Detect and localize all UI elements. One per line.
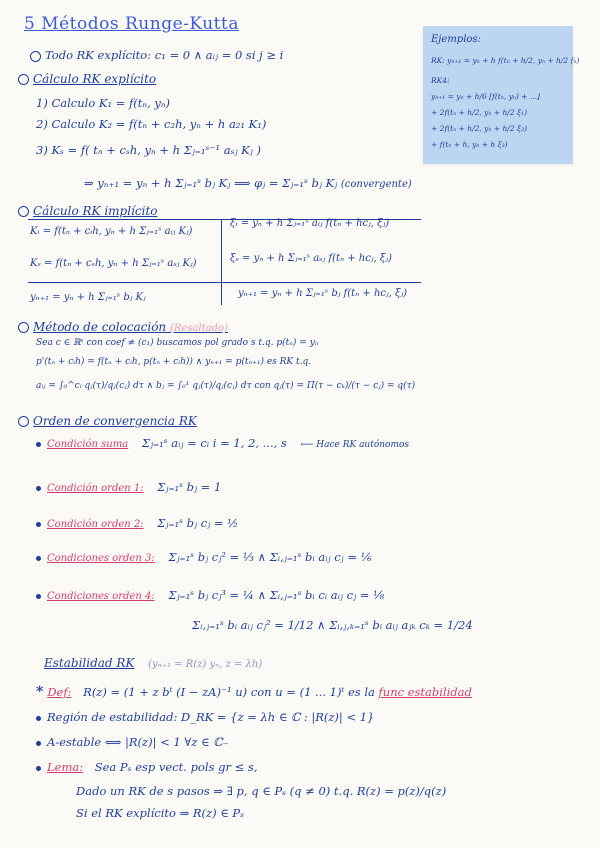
explicit-heading: Cálculo RK explícito: [18, 72, 156, 86]
orden-3-label: Condiciones orden 3:: [47, 553, 155, 564]
orden-2-eq: Σⱼ₌₁ˢ bⱼ cⱼ = ½: [157, 516, 239, 530]
bullet-circle-icon: [30, 51, 41, 62]
bullet-dot-icon: [36, 522, 41, 527]
note-line-4: + 2f(tₙ + h/2, yₙ + h/2 ξ₁): [431, 108, 528, 117]
orden-1-eq: Σⱼ₌₁ˢ bⱼ = 1: [157, 480, 222, 494]
bullet-dot-icon: [36, 594, 41, 599]
orden-suma-note: ⟵ Hace RK autónomos: [300, 440, 410, 450]
orden-3-eq: Σⱼ₌₁ˢ bⱼ cⱼ² = ⅓ ∧ Σᵢ,ⱼ₌₁ˢ bᵢ aᵢⱼ cⱼ = ⅙: [168, 550, 372, 564]
colocacion-tag: (Resaltado): [169, 323, 228, 334]
orden-2: [36, 516, 238, 530]
orden-2-label: Condición orden 2:: [47, 519, 144, 530]
bullet-dot-icon: [36, 716, 41, 721]
explicit-step-2: 2) Calculo K₂ = f(tₙ + c₂h, yₙ + h a₂₁ K₁): [36, 117, 267, 131]
orden-suma: [36, 436, 409, 450]
bullet-circle-icon: [18, 206, 29, 217]
orden-1: [36, 480, 221, 494]
estabilidad-lema-1: Sea Pₛ esp vect. pols gr ≤ s,: [94, 760, 258, 774]
implicit-table-mid-rule: [28, 282, 421, 283]
orden-suma-eq: Σⱼ₌₁ˢ aᵢⱼ = cᵢ i = 1, 2, ..., s: [141, 436, 287, 450]
bullet-dot-icon: [36, 741, 41, 746]
implicit-ks: Kₛ = f(tₙ + cₛh, yₙ + h Σⱼ₌₁ˢ aₛⱼ Kⱼ): [30, 258, 197, 269]
estabilidad-aestable: A-estable ⟺ |R(z)| < 1 ∀z ∈ ℂ₋: [36, 735, 228, 749]
bullet-dot-icon: [36, 556, 41, 561]
bullet-circle-icon: [18, 74, 29, 85]
note-title: Ejemplos:: [431, 34, 481, 45]
bullet-dot-icon: [36, 766, 41, 771]
bullet-dot-icon: [36, 442, 41, 447]
orden-4-eq-1: Σⱼ₌₁ˢ bⱼ cⱼ³ = ¼ ∧ Σᵢ,ⱼ₌₁ˢ bᵢ cᵢ aᵢⱼ cⱼ = ⅛: [168, 588, 385, 602]
note-line-6: + f(tₙ + h, yₙ + h ξ₃): [431, 140, 508, 149]
estabilidad-lema-2: Dado un RK de s pasos ⇒ ∃ p, q ∈ Pₛ (q ≠ 0) t.q. R(z) = p(z)/q(z): [76, 784, 447, 798]
explicit-step-3: 3) Kₛ = f( tₙ + cₛh, yₙ + h Σⱼ₌₁ˢ⁻¹ aₛⱼ Kⱼ ): [36, 143, 261, 157]
colocacion-heading: Método de colocación (Resaltado): [18, 320, 228, 334]
implicit-xi1: ξᵢ = yₙ + h Σⱼ₌₁ˢ aᵢⱼ f(tₙ + hcⱼ, ξⱼ): [230, 218, 390, 229]
colocacion-line-2: p'(tₙ + cᵢh) = f(tₙ + cᵢh, p(tₙ + cᵢh)) ∧ yₙ₊₁ = p(tₙ₊₁) es RK t.q.: [36, 357, 312, 367]
note-line-1: RK: yₙ₊₁ = yₙ + h f(tₙ + h/2, yₙ + h/2 fₙ): [431, 56, 580, 65]
bullet-circle-icon: [18, 322, 29, 333]
estabilidad-lema: [36, 760, 257, 774]
explicit-result: ⇒ yₙ₊₁ = yₙ + h Σⱼ₌₁ˢ bⱼ Kⱼ ⟹ φⱼ = Σⱼ₌₁ˢ bⱼ Kⱼ (convergente): [84, 176, 412, 190]
estabilidad-heading-row: [44, 656, 262, 670]
implicit-xis: ξₛ = yₙ + h Σⱼ₌₁ˢ aₛⱼ f(tₙ + hcⱼ, ξⱼ): [230, 253, 392, 264]
orden-3: [36, 550, 372, 564]
colocacion-line-3: aᵢⱼ = ∫₀^cᵢ qⱼ(τ)/qⱼ(cⱼ) dτ ∧ bⱼ = ∫₀¹ qⱼ(τ)/qⱼ(cⱼ) dτ con qⱼ(τ) = Π(τ − cₖ)/(τ − cⱼ) = q(τ): [36, 381, 416, 391]
orden-1-label: Condición orden 1:: [47, 483, 144, 494]
orden-4: [36, 588, 384, 602]
implicit-yn1-xi: yₙ₊₁ = yₙ + h Σⱼ₌₁ˢ bⱼ f(tₙ + hcⱼ, ξⱼ): [238, 288, 408, 299]
estabilidad-def-term: func estabilidad: [378, 685, 472, 699]
implicit-yn1-k: yₙ₊₁ = yₙ + h Σⱼ₌₁ˢ bⱼ Kⱼ: [30, 292, 146, 303]
bullet-circle-icon: [18, 416, 29, 427]
note-line-3: yₙ₊₁ = yₙ + h/6 [f(tₙ, yₙ) + ...]: [431, 92, 540, 101]
estabilidad-def-eq: R(z) = (1 + z bᵗ (I − zA)⁻¹ u) con u = (1 ... 1)ᵗ es la: [83, 685, 375, 699]
examples-note: [423, 26, 580, 164]
page-title: 5 Métodos Runge-Kutta: [24, 14, 239, 34]
note-line-2: RK4:: [431, 76, 450, 85]
explicit-convergent-note: (convergente): [340, 179, 412, 190]
implicit-k1: Kᵢ = f(tₙ + cᵢh, yₙ + h Σⱼ₌₁ˢ aᵢⱼ Kⱼ): [30, 226, 193, 237]
estabilidad-heading: Estabilidad RK: [44, 656, 135, 670]
implicit-table-divider: [221, 219, 222, 305]
estabilidad-def: * Def: R(z) = (1 + z bᵗ (I − zA)⁻¹ u) con u = (1 ... 1)ᵗ es la func estabilidad: [36, 684, 472, 700]
colocacion-line-1: Sea c ∈ ℝˢ con coef ≠ (c₁) buscamos pol grado s t.q. p(tₙ) = yₙ: [36, 338, 319, 348]
orden-4-eq-2: Σᵢ,ⱼ₌₁ˢ bᵢ aᵢⱼ cⱼ² = 1/12 ∧ Σᵢ,ⱼ,ₖ₌₁ˢ bᵢ aᵢⱼ aⱼₖ cₖ = 1/24: [192, 618, 473, 632]
estabilidad-lema-label: Lema:: [47, 760, 84, 774]
estabilidad-region: Región de estabilidad: D_RK = {z = λh ∈ ℂ : |R(z)| < 1}: [36, 710, 374, 724]
estabilidad-heading-note: (yₙ₊₁ = R(z) yₙ, z = λh): [148, 659, 263, 670]
bullet-dot-icon: [36, 486, 41, 491]
intro-line: Todo RK explícito: c₁ = 0 ∧ aᵢⱼ = 0 si j ≥ i: [30, 48, 283, 62]
estabilidad-lema-3: Si el RK explícito ⇒ R(z) ∈ Pₛ: [76, 806, 245, 820]
note-line-5: + 2f(tₙ + h/2, yₙ + h/2 ξ₂): [431, 124, 528, 133]
explicit-step-1: 1) Calculo K₁ = f(tₙ, yₙ): [36, 96, 171, 110]
orden-heading: Orden de convergencia RK: [18, 414, 197, 428]
orden-suma-label: Condición suma: [47, 439, 129, 450]
estabilidad-def-label: Def:: [47, 685, 72, 699]
orden-4-label: Condiciones orden 4:: [47, 591, 155, 602]
implicit-heading: Cálculo RK implícito: [18, 204, 158, 218]
